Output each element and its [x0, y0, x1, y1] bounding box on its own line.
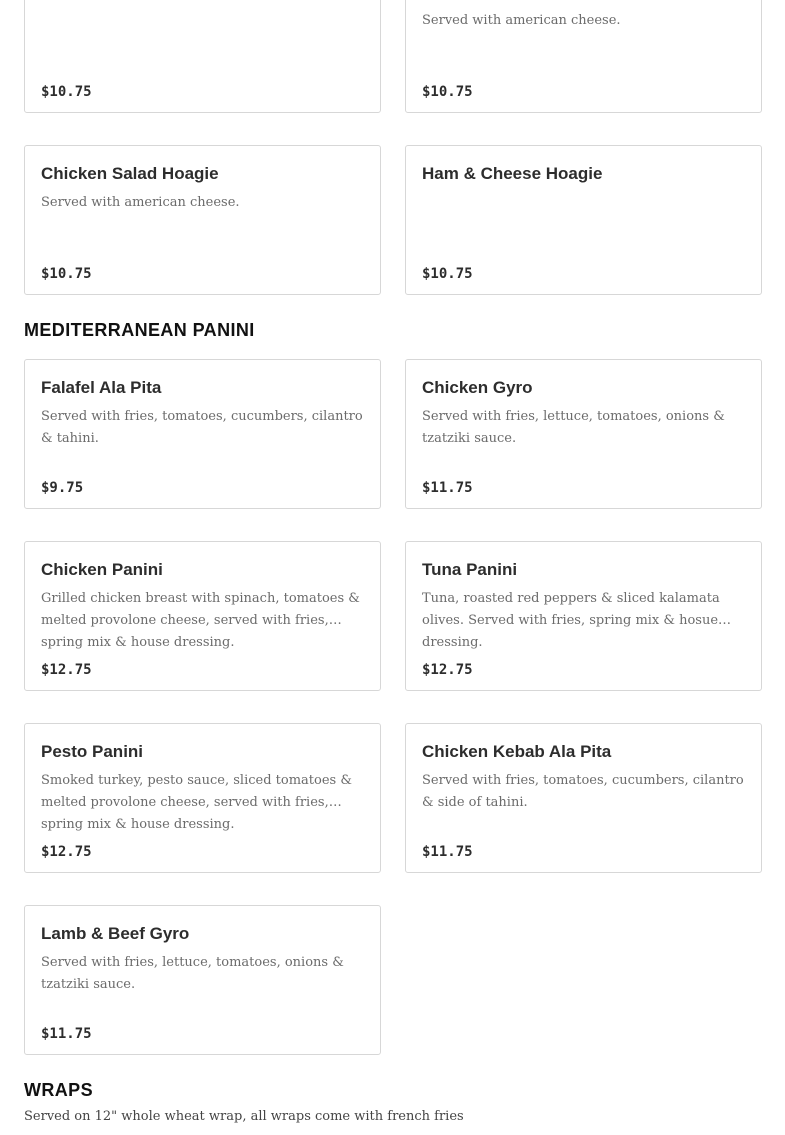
menu-item-description: Served with fries, tomatoes, cucumbers, cilantro & tahini.	[41, 409, 363, 446]
menu-item-price: $12.75	[41, 662, 92, 678]
menu-item-price: $11.75	[422, 844, 473, 860]
menu-item-card[interactable]	[405, 145, 762, 295]
menu-item-description: Served with fries, lettuce, tomatoes, onions & tzatziki sauce.	[41, 955, 344, 992]
menu-item-price: $11.75	[422, 480, 473, 496]
section-title-mediterranean-panini: MEDITERRANEAN PANINI	[24, 320, 255, 340]
menu-item-name: Lamb & Beef Gyro	[41, 924, 190, 943]
menu-item-description: Served with fries, tomatoes, cucumbers, cilantro & side of tahini.	[422, 773, 744, 810]
menu-item-description: Served with fries, lettuce, tomatoes, onions & tzatziki sauce.	[422, 409, 725, 446]
menu-item-card[interactable]	[24, 541, 381, 691]
menu-item-description: Grilled chicken breast with spinach, tomatoes & melted provolone cheese, served with fries, spring mix & house dressing.	[41, 591, 360, 650]
menu-item-card[interactable]	[405, 723, 762, 873]
menu-item-price: $10.75	[422, 266, 473, 282]
menu-item-price: $10.75	[41, 84, 92, 100]
menu-item-name: Chicken Panini	[41, 560, 163, 579]
menu-item-name: Pesto Panini	[41, 742, 144, 761]
menu-item-price: $12.75	[41, 844, 92, 860]
menu-item-card[interactable]	[24, 905, 381, 1055]
menu-item-name: Tuna Panini	[422, 560, 518, 579]
section-description: Served on 12" whole wheat wrap, all wraps come with french fries	[24, 1109, 464, 1124]
menu-item-price: $12.75	[422, 662, 473, 678]
menu-item-description: Served with american cheese.	[422, 13, 621, 28]
menu-item-price: $11.75	[41, 1026, 92, 1042]
menu-item-name: Ham & Cheese Hoagie	[422, 164, 603, 183]
menu-item-description: Tuna, roasted red peppers & sliced kalamata olives. Served with fries, spring mix & hosue dressing.	[422, 591, 720, 650]
section-title-wraps: WRAPS	[24, 1080, 93, 1100]
menu-item-name: Chicken Kebab Ala Pita	[422, 742, 612, 761]
menu-item-price: $9.75	[41, 480, 84, 496]
menu-item-name: Falafel Ala Pita	[41, 378, 162, 397]
menu-item-name: Chicken Gyro	[422, 378, 533, 397]
menu-item-name: Chicken Salad Hoagie	[41, 164, 219, 183]
menu-item-card[interactable]	[24, 359, 381, 509]
menu-item-card[interactable]	[24, 723, 381, 873]
menu-item-description: Served with american cheese.	[41, 195, 240, 210]
menu-item-card[interactable]	[405, 359, 762, 509]
menu-item-card[interactable]	[24, 0, 381, 113]
menu-item-card[interactable]	[405, 541, 762, 691]
menu-item-description: Smoked turkey, pesto sauce, sliced tomatoes & melted provolone cheese, served with fries, spring mix & house dressing.	[41, 773, 352, 832]
menu-item-price: $10.75	[422, 84, 473, 100]
menu-item-card[interactable]	[405, 0, 762, 113]
menu-item-card[interactable]	[24, 145, 381, 295]
menu-item-price: $10.75	[41, 266, 92, 282]
